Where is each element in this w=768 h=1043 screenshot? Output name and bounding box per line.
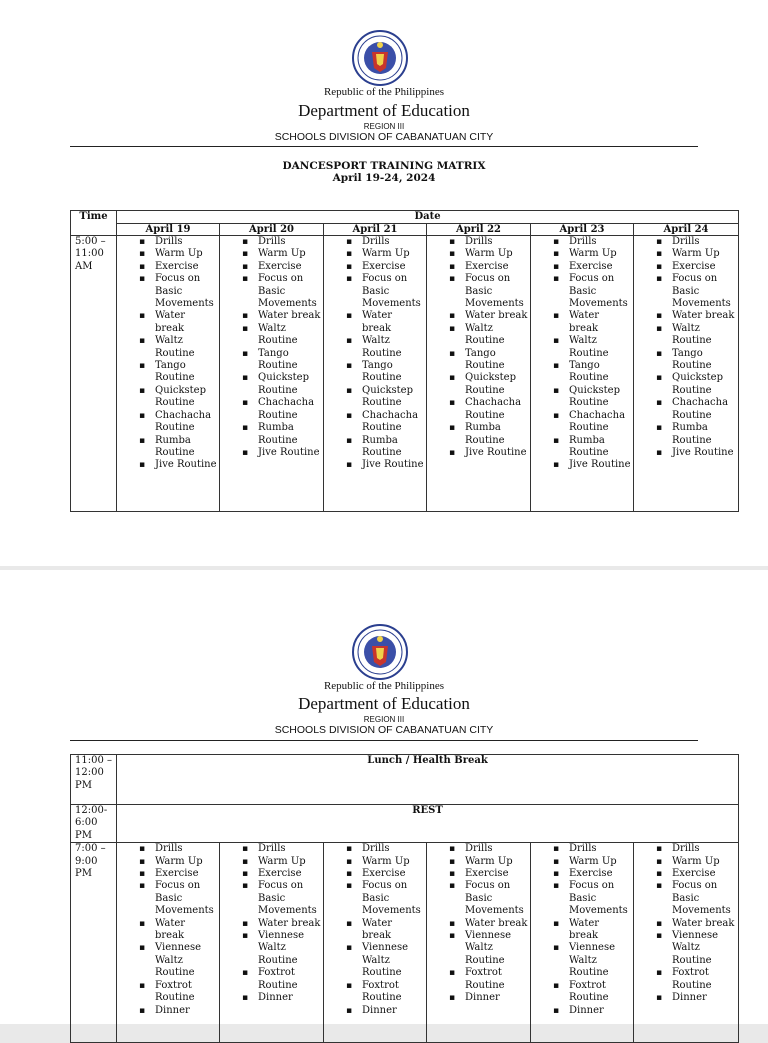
- activity-item: ▪ Viennese Waltz Routine: [326, 942, 424, 979]
- activity-item: ▪ Focus on Basic Movements: [222, 880, 321, 917]
- day-header: April 20: [220, 224, 324, 236]
- activity-cell: [117, 843, 220, 1043]
- day-header: April 21: [324, 224, 427, 236]
- activity-cell: [634, 843, 739, 1043]
- activity-item: ▪ Warm Up: [119, 856, 217, 868]
- activity-item: ▪ Dinner: [429, 992, 528, 1004]
- activity-item: ▪ Tango Routine: [119, 360, 217, 385]
- activity-item: ▪ Quickstep Routine: [326, 385, 424, 410]
- activity-item: ▪ Viennese Waltz Routine: [636, 930, 736, 967]
- activity-item: ▪ Focus on Basic Movements: [429, 273, 528, 310]
- activity-item: ▪ Waltz Routine: [636, 323, 736, 348]
- activity-item: ▪ Warm Up: [326, 856, 424, 868]
- activity-item: ▪ Tango Routine: [533, 360, 631, 385]
- activity-item: ▪ Water break: [119, 310, 217, 335]
- activity-item: ▪ Viennese Waltz Routine: [533, 942, 631, 979]
- activity-item: ▪ Water break: [429, 310, 528, 322]
- activity-item: ▪ Warm Up: [429, 248, 528, 260]
- region-line: REGION III: [363, 122, 405, 131]
- header-divider: [70, 146, 698, 147]
- activity-item: ▪ Focus on Basic Movements: [533, 880, 631, 917]
- division-line: SCHOOLS DIVISION OF CABANATUAN CITY: [274, 131, 494, 143]
- activity-item: ▪ Waltz Routine: [533, 335, 631, 360]
- activity-item: ▪ Waltz Routine: [222, 323, 321, 348]
- activity-item: ▪ Dinner: [222, 992, 321, 1004]
- activity-item: ▪ Drills: [429, 843, 528, 855]
- activity-item: ▪ Dinner: [119, 1005, 217, 1017]
- activity-item: ▪ Viennese Waltz Routine: [222, 930, 321, 967]
- activity-item: ▪ Chachacha Routine: [429, 397, 528, 422]
- activity-item: ▪ Foxtrot Routine: [119, 980, 217, 1005]
- activity-item: ▪ Rumba Routine: [533, 435, 631, 460]
- activity-item: ▪ Foxtrot Routine: [222, 967, 321, 992]
- activity-item: ▪ Warm Up: [636, 248, 736, 260]
- activity-item: ▪ Exercise: [636, 261, 736, 273]
- activity-item: ▪ Exercise: [533, 868, 631, 880]
- activity-item: ▪ Rumba Routine: [429, 422, 528, 447]
- activity-item: ▪ Drills: [636, 843, 736, 855]
- activity-item: ▪ Tango Routine: [222, 348, 321, 373]
- activity-item: ▪ Exercise: [326, 868, 424, 880]
- activity-item: ▪ Exercise: [533, 261, 631, 273]
- day-header: April 22: [427, 224, 531, 236]
- activity-item: ▪ Dinner: [533, 1005, 631, 1017]
- activity-item: ▪ Chachacha Routine: [222, 397, 321, 422]
- region-line: REGION III: [363, 715, 405, 724]
- evening-row: [71, 843, 739, 1043]
- activity-item: ▪ Warm Up: [533, 856, 631, 868]
- activity-item: ▪ Tango Routine: [429, 348, 528, 373]
- activity-item: ▪ Foxtrot Routine: [326, 980, 424, 1005]
- activity-item: ▪ Exercise: [429, 261, 528, 273]
- activity-item: ▪ Focus on Basic Movements: [222, 273, 321, 310]
- activity-cell: [634, 236, 739, 512]
- activity-item: ▪ Water break: [222, 918, 321, 930]
- activity-item: ▪ Dinner: [636, 992, 736, 1004]
- activity-item: ▪ Focus on Basic Movements: [326, 273, 424, 310]
- activity-item: ▪ Foxtrot Routine: [533, 980, 631, 1005]
- activity-item: ▪ Quickstep Routine: [636, 372, 736, 397]
- activity-item: ▪ Chachacha Routine: [326, 410, 424, 435]
- time-header: Time: [71, 211, 117, 236]
- activity-item: ▪ Water break: [533, 918, 631, 943]
- day-header: April 23: [531, 224, 634, 236]
- activity-item: ▪ Chachacha Routine: [119, 410, 217, 435]
- activity-item: ▪ Jive Routine: [429, 447, 528, 459]
- activity-item: ▪ Jive Routine: [119, 459, 217, 471]
- activity-item: ▪ Drills: [636, 236, 736, 248]
- activity-item: ▪ Drills: [533, 236, 631, 248]
- activity-item: ▪ Drills: [326, 843, 424, 855]
- activity-item: ▪ Exercise: [222, 261, 321, 273]
- activity-item: ▪ Exercise: [636, 868, 736, 880]
- activity-cell: [427, 843, 531, 1043]
- activity-cell: [117, 236, 220, 512]
- activity-item: ▪ Drills: [119, 236, 217, 248]
- activity-item: ▪ Drills: [326, 236, 424, 248]
- document-page-2: [0, 570, 768, 1024]
- activity-item: ▪ Quickstep Routine: [222, 372, 321, 397]
- rest-cell: REST: [117, 805, 739, 843]
- activity-cell: [324, 236, 427, 512]
- activity-item: ▪ Water break: [636, 918, 736, 930]
- activity-item: ▪ Warm Up: [326, 248, 424, 260]
- activity-item: ▪ Jive Routine: [636, 447, 736, 459]
- activity-item: ▪ Rumba Routine: [326, 435, 424, 460]
- activity-item: ▪ Waltz Routine: [326, 335, 424, 360]
- activity-item: ▪ Drills: [222, 236, 321, 248]
- day-header: April 19: [117, 224, 220, 236]
- activity-item: ▪ Water break: [326, 918, 424, 943]
- department-name: Department of Education: [298, 694, 470, 713]
- activity-item: ▪ Warm Up: [119, 248, 217, 260]
- activity-cell: [427, 236, 531, 512]
- activity-item: ▪ Focus on Basic Movements: [326, 880, 424, 917]
- activity-item: ▪ Quickstep Routine: [429, 372, 528, 397]
- deped-seal-icon: [352, 30, 408, 86]
- activity-item: ▪ Waltz Routine: [119, 335, 217, 360]
- activity-item: ▪ Focus on Basic Movements: [119, 880, 217, 917]
- activity-item: ▪ Viennese Waltz Routine: [119, 942, 217, 979]
- date-header: Date: [117, 211, 739, 224]
- activity-item: ▪ Rumba Routine: [636, 422, 736, 447]
- training-matrix-table: [70, 210, 739, 512]
- activity-item: ▪ Warm Up: [636, 856, 736, 868]
- division-line: SCHOOLS DIVISION OF CABANATUAN CITY: [274, 724, 494, 736]
- activity-item: ▪ Water break: [429, 918, 528, 930]
- activity-item: ▪ Exercise: [222, 868, 321, 880]
- activity-cell: [220, 236, 324, 512]
- activity-item: ▪ Drills: [429, 236, 528, 248]
- activity-item: ▪ Foxtrot Routine: [429, 967, 528, 992]
- activity-item: ▪ Water break: [636, 310, 736, 322]
- activity-item: ▪ Warm Up: [222, 248, 321, 260]
- activity-item: ▪ Rumba Routine: [222, 422, 321, 447]
- activity-item: ▪ Foxtrot Routine: [636, 967, 736, 992]
- activity-item: ▪ Tango Routine: [636, 348, 736, 373]
- activity-cell: [531, 843, 634, 1043]
- activity-item: ▪ Chachacha Routine: [636, 397, 736, 422]
- activity-item: ▪ Exercise: [326, 261, 424, 273]
- document-dates: April 19-24, 2024: [332, 172, 436, 184]
- activity-item: ▪ Jive Routine: [533, 459, 631, 471]
- lunch-row: [71, 755, 739, 805]
- activity-item: ▪ Rumba Routine: [119, 435, 217, 460]
- activity-item: ▪ Drills: [533, 843, 631, 855]
- day-header: April 24: [634, 224, 739, 236]
- activity-item: ▪ Warm Up: [222, 856, 321, 868]
- time-cell: 5:00 – 11:00 AM: [71, 236, 117, 512]
- time-cell: 11:00 – 12:00 PM: [71, 755, 117, 805]
- lunch-break-cell: Lunch / Health Break: [117, 755, 739, 805]
- time-cell: 7:00 – 9:00 PM: [71, 843, 117, 1043]
- activity-item: ▪ Exercise: [119, 261, 217, 273]
- activity-item: ▪ Warm Up: [429, 856, 528, 868]
- activity-item: ▪ Drills: [222, 843, 321, 855]
- activity-item: ▪ Tango Routine: [326, 360, 424, 385]
- day-header-row: [71, 224, 739, 236]
- activity-item: ▪ Exercise: [429, 868, 528, 880]
- rest-row: [71, 805, 739, 843]
- document-title: DANCESPORT TRAINING MATRIX: [282, 160, 486, 172]
- activity-item: ▪ Drills: [119, 843, 217, 855]
- activity-cell: [220, 843, 324, 1043]
- republic-line: Republic of the Philippines: [323, 86, 445, 98]
- activity-item: ▪ Quickstep Routine: [533, 385, 631, 410]
- activity-item: ▪ Water break: [222, 310, 321, 322]
- activity-item: ▪ Quickstep Routine: [119, 385, 217, 410]
- activity-item: ▪ Focus on Basic Movements: [533, 273, 631, 310]
- activity-item: ▪ Focus on Basic Movements: [636, 880, 736, 917]
- activity-item: ▪ Viennese Waltz Routine: [429, 930, 528, 967]
- activity-item: ▪ Jive Routine: [326, 459, 424, 471]
- activity-item: ▪ Warm Up: [533, 248, 631, 260]
- morning-row: [71, 236, 739, 512]
- activity-item: ▪ Dinner: [326, 1005, 424, 1017]
- deped-seal-icon: [352, 624, 408, 680]
- republic-line: Republic of the Philippines: [323, 680, 445, 692]
- activity-item: ▪ Waltz Routine: [429, 323, 528, 348]
- activity-item: ▪ Focus on Basic Movements: [429, 880, 528, 917]
- department-name: Department of Education: [298, 101, 470, 120]
- activity-item: ▪ Water break: [326, 310, 424, 335]
- activity-item: ▪ Focus on Basic Movements: [119, 273, 217, 310]
- activity-item: ▪ Water break: [119, 918, 217, 943]
- activity-item: ▪ Water break: [533, 310, 631, 335]
- time-cell: 12:00-6:00 PM: [71, 805, 117, 843]
- activity-item: ▪ Chachacha Routine: [533, 410, 631, 435]
- table-header-row: [71, 211, 739, 224]
- activity-cell: [324, 843, 427, 1043]
- activity-cell: [531, 236, 634, 512]
- activity-item: ▪ Focus on Basic Movements: [636, 273, 736, 310]
- header-divider: [70, 740, 698, 741]
- training-matrix-table-continued: [70, 754, 739, 1043]
- activity-item: ▪ Exercise: [119, 868, 217, 880]
- activity-item: ▪ Jive Routine: [222, 447, 321, 459]
